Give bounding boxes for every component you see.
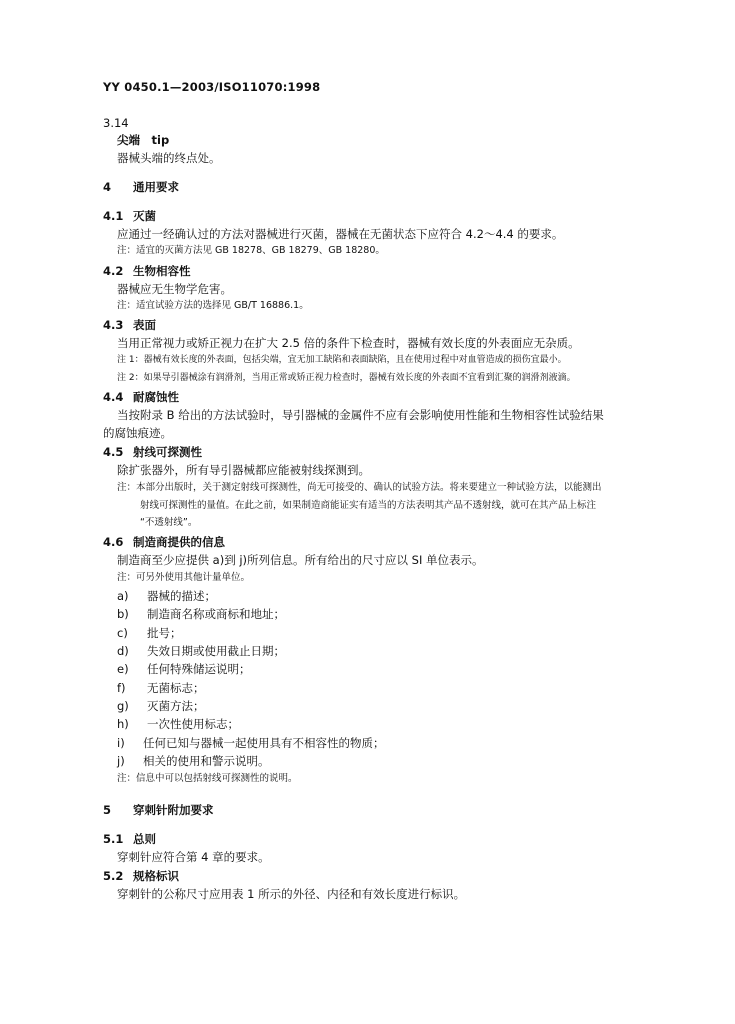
section-4-number: 4 — [103, 180, 112, 194]
clause-4-1-title: 灭菌 — [133, 209, 156, 223]
clause-4-3-note-2: 注 2：如果导引器械涂有润滑剂，当用正常或矫正视力检查时，器械有效长度的外表面不宜看到汇聚的润滑剂液滴。 — [117, 373, 576, 383]
clause-4-4-text-line-1: 当按附录 B 给出的方法试验时，导引器械的金属件不应有会影响使用性能和生物相容性试验结果 — [117, 408, 604, 422]
clause-4-2-number: 4.2 — [103, 264, 124, 278]
clause-4-1-number: 4.1 — [103, 209, 124, 223]
clause-4-4-title: 耐腐蚀性 — [133, 390, 179, 404]
list-item-label: b) — [117, 607, 129, 621]
clause-4-5-number: 4.5 — [103, 445, 124, 459]
list-item-text: 任何特殊储运说明； — [147, 662, 251, 676]
list-item — [117, 626, 182, 640]
list-item-label: f) — [117, 681, 126, 695]
list-item-text: 批号； — [147, 626, 182, 640]
clause-4-6-note: 注：可另外使用其他计量单位。 — [117, 572, 251, 583]
list-item — [117, 681, 205, 695]
list-item-label: j) — [117, 754, 125, 768]
list-item-label: a) — [117, 589, 129, 603]
clause-5-1-text: 穿刺针应符合第 4 章的要求。 — [117, 850, 270, 864]
clause-4-3-text: 当用正常视力或矫正视力在扩大 2.5 倍的条件下检查时，器械有效长度的外表面应无杂质。 — [117, 336, 580, 350]
list-item-text: 无菌标志； — [147, 681, 205, 695]
list-item — [117, 607, 285, 621]
list-item-text: 任何已知与器械一起使用具有不相容性的物质； — [143, 736, 385, 750]
clause-4-6-heading — [103, 535, 225, 549]
clause-4-4-text-line-2: 的腐蚀痕迹。 — [103, 426, 172, 440]
clause-4-6-number: 4.6 — [103, 535, 124, 549]
section-4-title: 通用要求 — [133, 180, 179, 194]
clause-4-6-text: 制造商至少应提供 a)到 j)所列信息。所有给出的尺寸应以 SI 单位表示。 — [117, 553, 484, 567]
clause-4-6-end-note: 注：信息中可以包括射线可探测性的说明。 — [117, 773, 298, 784]
clause-4-5-note-line-3: “不透射线”。 — [140, 517, 198, 528]
list-item — [117, 589, 216, 603]
clause-4-2-title: 生物相容性 — [133, 264, 191, 278]
list-item-text: 一次性使用标志； — [147, 717, 239, 731]
list-item-text: 器械的描述； — [147, 589, 216, 603]
list-item — [117, 662, 251, 676]
section-5-title: 穿刺针附加要求 — [133, 803, 214, 817]
list-item-text: 制造商名称或商标和地址； — [147, 607, 285, 621]
clause-3-14-term: 尖端 tip — [117, 133, 170, 147]
clause-4-3-note-1: 注 1：器械有效长度的外表面，包括尖端，宜无加工缺陷和表面缺陷，且在使用过程中对血管造成的损伤宜最小。 — [117, 355, 567, 365]
clause-4-1-text: 应通过一经确认过的方法对器械进行灭菌，器械在无菌状态下应符合 4.2～4.4 的要求。 — [117, 227, 564, 241]
clause-5-2-title: 规格标识 — [133, 869, 179, 883]
clause-4-5-text: 除扩张器外，所有导引器械都应能被射线探测到。 — [117, 463, 370, 477]
clause-5-2-heading — [103, 869, 179, 883]
section-5-heading — [103, 803, 214, 817]
clause-4-6-title: 制造商提供的信息 — [133, 535, 225, 549]
clause-4-5-heading — [103, 445, 202, 459]
list-item-label: c) — [117, 626, 128, 640]
list-item — [117, 644, 285, 658]
list-item-label: g) — [117, 699, 129, 713]
clause-3-14-definition: 器械头端的终点处。 — [117, 151, 221, 165]
list-item-text: 相关的使用和警示说明。 — [143, 754, 270, 768]
list-item-label: i) — [117, 736, 125, 750]
clause-4-3-title: 表面 — [133, 318, 156, 332]
clause-4-2-text: 器械应无生物学危害。 — [117, 282, 232, 296]
clause-4-5-note-line-1: 注：本部分出版时，关于测定射线可探测性，尚无可接受的、确认的试验方法。将来要建立一种试验方法，以能测出 — [117, 482, 602, 493]
list-item-text: 失效日期或使用截止日期； — [147, 644, 285, 658]
clause-4-3-heading — [103, 318, 156, 332]
clause-4-2-note: 注：适宜试验方法的选择见 GB/T 16886.1。 — [117, 300, 309, 311]
list-item — [117, 736, 385, 750]
clause-5-1-heading — [103, 832, 156, 846]
section-4-heading — [103, 180, 179, 194]
clause-4-4-heading — [103, 390, 179, 404]
clause-5-2-number: 5.2 — [103, 869, 124, 883]
clause-5-1-number: 5.1 — [103, 832, 124, 846]
list-item — [117, 754, 270, 768]
section-5-number: 5 — [103, 803, 112, 817]
clause-3-14-number: 3.14 — [103, 116, 129, 130]
page-header: YY 0450.1—2003/ISO11070:1998 — [103, 80, 321, 94]
clause-5-1-title: 总则 — [133, 832, 156, 846]
list-item-label: d) — [117, 644, 129, 658]
clause-4-2-heading — [103, 264, 191, 278]
list-item — [117, 699, 205, 713]
clause-4-1-note: 注：适宜的灭菌方法见 GB 18278、GB 18279、GB 18280。 — [117, 245, 385, 256]
clause-5-2-text: 穿刺针的公称尺寸应用表 1 所示的外径、内径和有效长度进行标识。 — [117, 887, 466, 901]
list-item-label: e) — [117, 662, 129, 676]
clause-4-4-number: 4.4 — [103, 390, 124, 404]
clause-4-5-title: 射线可探测性 — [133, 445, 202, 459]
clause-4-3-number: 4.3 — [103, 318, 124, 332]
list-item — [117, 717, 239, 731]
list-item-text: 灭菌方法； — [147, 699, 205, 713]
clause-4-5-note-line-2: 射线可探测性的量值。在此之前，如果制造商能证实有适当的方法表明其产品不透射线，就可在其产品上标注 — [140, 500, 597, 511]
clause-4-1-heading — [103, 209, 156, 223]
list-item-label: h) — [117, 717, 129, 731]
